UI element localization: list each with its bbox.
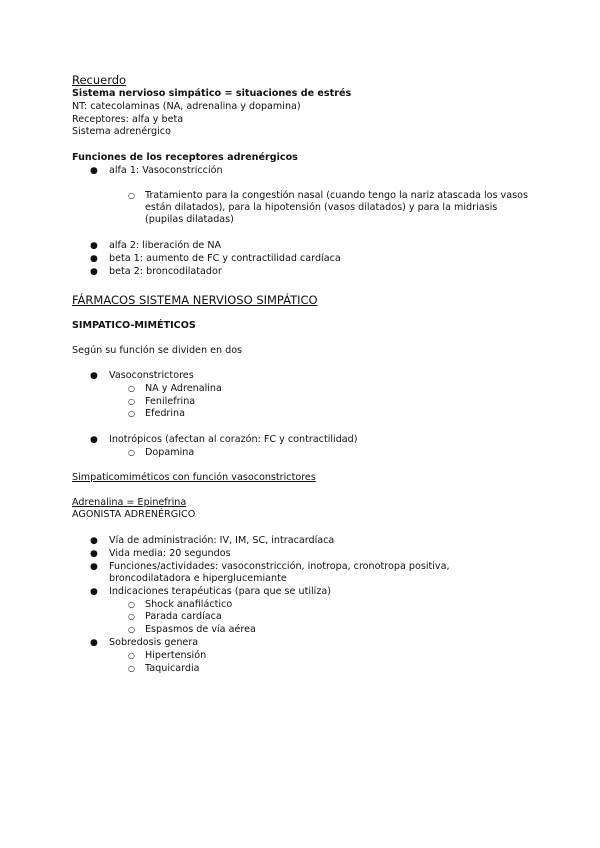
- list-item-parada: Parada cardíaca: [145, 611, 222, 622]
- circle-bullet-icon: ○: [128, 651, 135, 660]
- list-item-vida-media: Vida media: 20 segundos: [109, 548, 231, 559]
- list-item-taquicardia: Taquicardia: [145, 663, 200, 674]
- bullet-icon: ●: [90, 241, 98, 251]
- list-item-dopamina: Dopamina: [145, 447, 195, 458]
- bullet-icon: ●: [90, 267, 98, 277]
- list-item-espasmos: Espasmos de vía aérea: [145, 624, 256, 635]
- farmacos-heading: FÁRMACOS SISTEMA NERVIOSO SIMPÁTICO: [72, 293, 318, 307]
- bullet-icon: ●: [90, 166, 98, 176]
- bullet-icon: ●: [90, 254, 98, 264]
- simpatico-heading: Simpaticomiméticos con función vasoconstrictores: [72, 472, 316, 483]
- circle-bullet-icon: ○: [128, 600, 135, 609]
- list-item-vasoconstrictores: Vasoconstrictores: [109, 370, 194, 381]
- list-item-na-adrenalina: NA y Adrenalina: [145, 383, 222, 394]
- circle-bullet-icon: ○: [128, 664, 135, 673]
- list-item-funciones: Funciones/actividades: vasoconstricción, inotropa, cronotropa positiva, broncodilatadora e hiperglucemiante: [109, 561, 450, 584]
- bullet-icon: ●: [90, 587, 98, 597]
- circle-bullet-icon: ○: [128, 409, 135, 418]
- list-item-hipertension: Hipertensión: [145, 650, 207, 661]
- bullet-icon: ●: [90, 638, 98, 648]
- recuerdo-line-1: Sistema nervioso simpático = situaciones de estrés: [72, 88, 352, 99]
- list-item-indicaciones: Indicaciones terapéuticas (para que se utiliza): [109, 586, 332, 597]
- list-item-beta2: beta 2: broncodilatador: [109, 266, 222, 277]
- circle-bullet-icon: ○: [128, 384, 135, 393]
- simpaticomimeticos-subheading: SIMPATICO-MIMÉTICOS: [72, 320, 196, 331]
- circle-bullet-icon: ○: [128, 397, 135, 406]
- bullet-icon: ●: [90, 371, 98, 381]
- agonista-label: AGONISTA ADRENÉRGICO: [72, 509, 196, 520]
- circle-bullet-icon: ○: [128, 612, 135, 621]
- circle-bullet-icon: ○: [128, 625, 135, 634]
- adrenalina-title: Adrenalina = Epinefrina: [72, 497, 187, 508]
- circle-bullet-icon: ○: [128, 191, 135, 200]
- recuerdo-line-2: NT: catecolaminas (NA, adrenalina y dopamina): [72, 101, 301, 112]
- bullet-icon: ●: [90, 435, 98, 445]
- list-item-alfa1: alfa 1: Vasoconstricción: [109, 165, 223, 176]
- recuerdo-heading: Recuerdo: [72, 73, 127, 87]
- bullet-icon: ●: [90, 549, 98, 559]
- list-item-fenilefrina: Fenilefrina: [145, 396, 196, 407]
- list-item-alfa2: alfa 2: liberación de NA: [109, 240, 222, 251]
- list-item-inotropicos: Inotrópicos (afectan al corazón: FC y contractilidad): [109, 434, 358, 445]
- list-item-alfa1-detail: Tratamiento para la congestión nasal (cuando tengo la nariz atascada los vasos están dilatados), para la hipotensión (vasos dilatados) y para la midriasis (pupilas dilatadas): [145, 190, 528, 225]
- recuerdo-line-4: Sistema adrenérgico: [72, 126, 171, 137]
- bullet-icon: ●: [90, 562, 98, 572]
- recuerdo-line-3: Receptores: alfa y beta: [72, 114, 184, 125]
- list-item-efedrina: Efedrina: [145, 408, 186, 419]
- list-item-sobredosis: Sobredosis genera: [109, 637, 199, 648]
- list-item-shock: Shock anafiláctico: [145, 599, 233, 610]
- funciones-heading: Funciones de los receptores adrenérgicos: [72, 152, 298, 163]
- farmacos-intro: Según su función se dividen en dos: [72, 345, 243, 356]
- list-item-via: Vía de administración: IV, IM, SC, intracardíaca: [109, 535, 335, 546]
- list-item-beta1: beta 1: aumento de FC y contractilidad cardíaca: [109, 253, 341, 264]
- bullet-icon: ●: [90, 536, 98, 546]
- circle-bullet-icon: ○: [128, 448, 135, 457]
